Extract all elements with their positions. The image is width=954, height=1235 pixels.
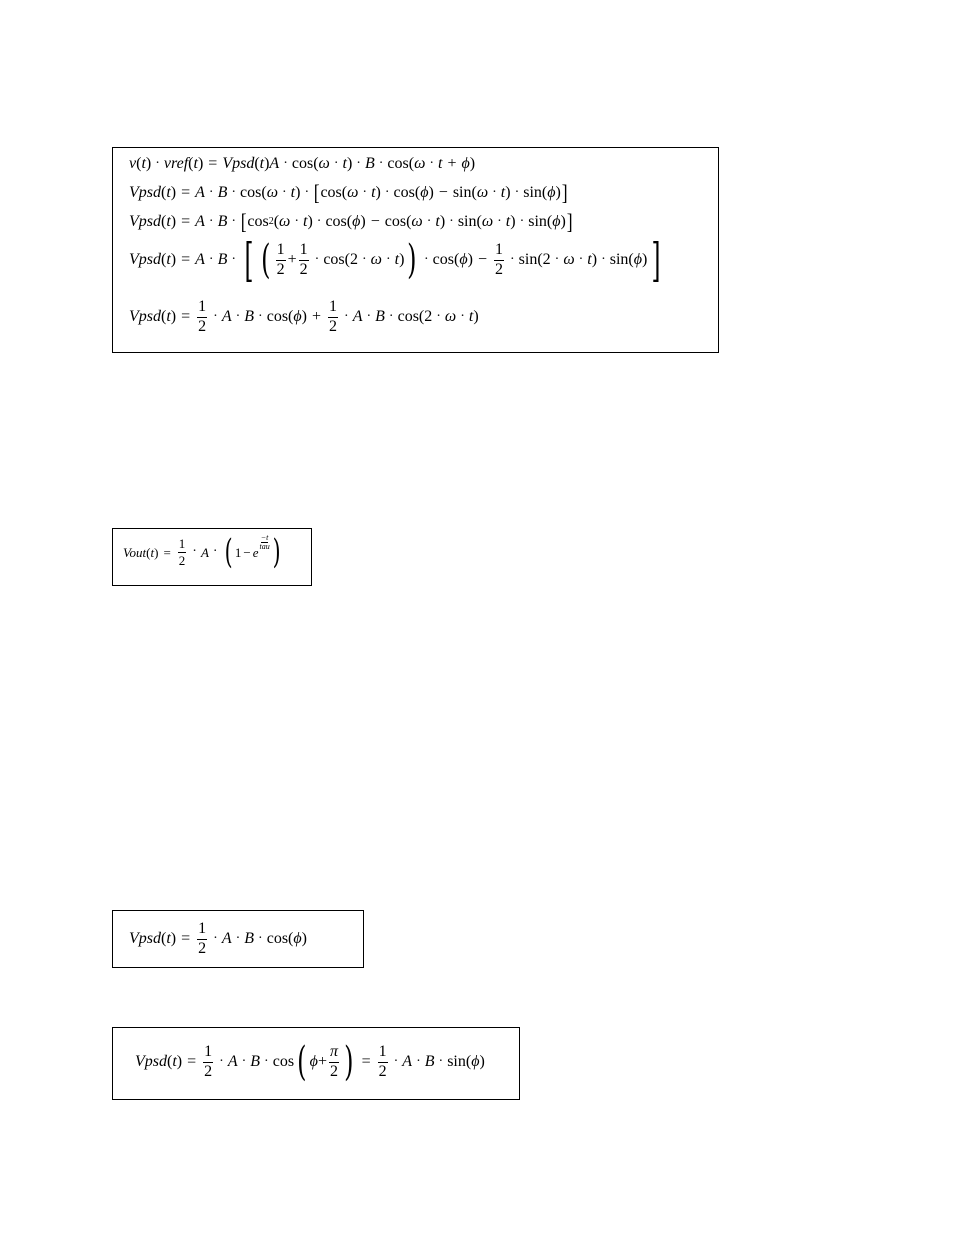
vpsd-shift-equation: Vpsd ( t ) = $\frac{1}{2}$ · A · B · cos ( ϕ + $\frac{\pi}{2}$ ) = $\frac{1}{2}$ · A · B · sin( ϕ ) bbox=[135, 1039, 485, 1086]
vpsd-dc-equation-box bbox=[112, 910, 364, 968]
equation-line-3: Vpsd ( t ) = A · B · [ cos 2 ( ω · t ) · cos( ϕ ) − cos( ω · t ) · sin( ω · t ) · sin( ϕ ) ] bbox=[129, 209, 573, 234]
vout-equation: Vout ( t ) = $\frac{1}{2}$ · A · ( 1 − e −t tau ) bbox=[123, 531, 281, 572]
vout-equation-box bbox=[112, 528, 312, 586]
equation-line-1: v ( t ) · vref ( t ) = Vpsd ( t ) A · cos( ω · t ) · B · cos( ω · t + ϕ ) bbox=[129, 155, 476, 172]
vpsd-shift-equation-box bbox=[112, 1027, 520, 1100]
equation-line-5: Vpsd ( t ) = $\frac{1}{2}$ · A · B · cos( ϕ ) + $\frac{1}{2}$ · A · B · cos(2 · ω · t ) bbox=[129, 298, 479, 335]
vpsd-dc-equation: Vpsd ( t ) = $\frac{1}{2}$ · A · B · cos( ϕ ) bbox=[129, 920, 307, 957]
equation-line-2: Vpsd ( t ) = A · B · cos( ω · t ) · [ cos( ω · t ) · cos( ϕ ) − sin( ω · t ) · sin( ϕ ) ] bbox=[129, 180, 568, 205]
derivation-equation-box bbox=[112, 147, 719, 353]
equation-line-4: Vpsd ( t ) = A · B · [ ( $\frac{1}{2}$ + $\frac{1}{2}$ · cos(2 · ω · t ) ) · cos( ϕ ) − $\frac{1}{2}$ · sin(2 · ω · t ) · sin( ϕ ) ] bbox=[129, 233, 661, 287]
